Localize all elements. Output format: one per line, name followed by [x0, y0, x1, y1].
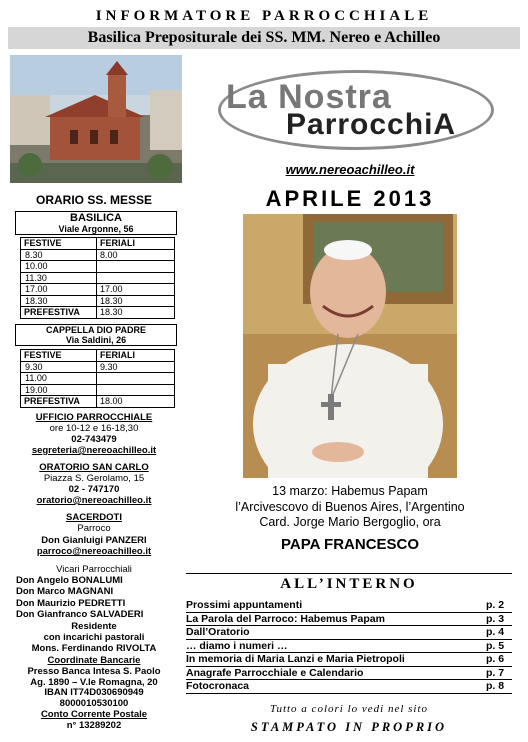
basilica-name: BASILICA — [70, 212, 122, 224]
bank-section — [10, 656, 178, 732]
sacerdoti-title: SACERDOTI — [66, 512, 122, 523]
contents-item — [186, 667, 512, 681]
logo-line-1: La Nostra — [226, 78, 392, 116]
ufficio-hours: ore 10-12 e 16-18,30 — [49, 423, 139, 434]
oratorio-section — [10, 462, 178, 506]
cappella-box — [15, 324, 177, 346]
newsletter-title: INFORMATORE PARROCCHIALE — [95, 8, 433, 24]
printed-note: STAMPATO IN PROPRIO — [250, 720, 448, 734]
festive-time: 8.30 — [21, 249, 97, 261]
pope-name: PAPA FRANCESCO — [280, 536, 420, 553]
oratorio-email[interactable]: oratorio@nereoachilleo.it — [36, 495, 152, 506]
contents-list — [186, 599, 512, 694]
schedule-row — [21, 295, 175, 307]
contents-item — [186, 680, 512, 694]
contents-item — [186, 640, 512, 654]
contents-item-page: p. 5 — [486, 639, 505, 652]
column-header-feriali: FERIALI — [97, 238, 175, 250]
basilica-address: Viale Argonne, 56 — [58, 224, 134, 234]
oratorio-address: Piazza S. Gerolamo, 15 — [43, 473, 145, 484]
festive-time: PREFESTIVA — [21, 396, 97, 408]
caption-line-3: Card. Jorge Mario Bergoglio, ora — [259, 515, 441, 529]
bank-iban: IBAN IT74D030690949 — [44, 687, 144, 699]
cappella-schedule-table — [20, 349, 175, 408]
contents-item — [186, 653, 512, 667]
schedule-header-row — [21, 238, 175, 250]
ufficio-section — [10, 412, 178, 456]
vicari-label: Vicari Parrocchiali — [56, 563, 132, 575]
feriali-time: 18.30 — [97, 307, 175, 319]
contents-item — [186, 613, 512, 627]
contents-item — [186, 626, 512, 640]
contents-item — [186, 599, 512, 613]
contents-item-page: p. 6 — [486, 653, 505, 665]
incarichi-label: con incarichi pastorali — [43, 632, 145, 644]
parroco-name: Don Gianluigi PANZERI — [41, 534, 147, 546]
postal-account-title: Conto Corrente Postale — [40, 708, 148, 720]
contents-item-label: Anagrafe Parrocchiale e Calendario — [186, 666, 364, 679]
feriali-time — [97, 373, 175, 385]
postal-account-number: n° 13289202 — [66, 719, 122, 731]
feriali-time — [97, 384, 175, 396]
schedule-row — [21, 272, 175, 284]
contents-item-label: Dall’Oratorio — [186, 626, 250, 638]
contents-item-label: Fotocronaca — [186, 680, 250, 692]
contents-item-label: La Parola del Parroco: Habemus Papam — [186, 612, 385, 625]
contents-item-page: p. 7 — [486, 666, 505, 679]
contents-item-page: p. 4 — [486, 626, 505, 638]
monsignore-name: Mons. Ferdinando RIVOLTA — [31, 643, 157, 655]
schedule-row — [21, 261, 175, 273]
pope-photo — [243, 214, 457, 478]
column-header-feriali: FERIALI — [97, 350, 175, 362]
festive-time: PREFESTIVA — [21, 307, 97, 319]
ufficio-title: UFFICIO PARROCCHIALE — [35, 412, 153, 423]
schedule-row — [21, 373, 175, 385]
feriali-time — [97, 272, 175, 284]
contents-item-label: In memoria di Maria Lanzi e Maria Pietropoli — [186, 653, 405, 665]
feriali-time: 17.00 — [97, 284, 175, 296]
colors-note: Tutto a colori lo vedi nel sito — [269, 703, 429, 715]
sacerdoti-section — [10, 512, 178, 655]
contents-item-page: p. 8 — [486, 680, 505, 692]
bank-iban-cont: 8000010530100 — [59, 698, 129, 710]
cappella-address: Via Saldini, 26 — [65, 335, 127, 345]
caption-line-1: 13 marzo: Habemus Papam — [272, 484, 428, 498]
column-header-festive: FESTIVE — [21, 350, 97, 362]
contents-item-label: … diamo i numeri … — [186, 639, 288, 652]
feriali-time: 18.00 — [97, 396, 175, 408]
parroco-label: Parroco — [77, 523, 111, 535]
parroco-email[interactable]: parroco@nereoachilleo.it — [36, 546, 152, 558]
contents-item-page: p. 3 — [486, 612, 505, 625]
bank-line: Presso Banca Intesa S. Paolo — [27, 665, 161, 677]
caption-line-2: l’Arcivescovo di Buenos Aires, l’Argentino — [235, 499, 465, 514]
contents-item-page: p. 2 — [486, 599, 505, 611]
issue-date: APRILE 2013 — [265, 186, 435, 211]
festive-time: 19.00 — [21, 384, 97, 396]
oratorio-phone: 02 - 747170 — [68, 484, 120, 495]
mass-schedule-title: ORARIO SS. MESSE — [35, 193, 153, 207]
schedule-row — [21, 307, 175, 319]
contents-item-label: Prossimi appuntamenti — [186, 599, 303, 611]
feriali-time: 18.30 — [97, 295, 175, 307]
schedule-row — [21, 396, 175, 408]
column-header-festive: FESTIVE — [21, 238, 97, 250]
festive-time: 11.00 — [21, 373, 97, 385]
residente-label: Residente — [71, 620, 117, 632]
basilica-box — [15, 211, 177, 235]
festive-time: 11.30 — [21, 272, 97, 284]
ufficio-email[interactable]: segreteria@nereoachilleo.it — [31, 445, 157, 456]
feriali-time: 8.00 — [97, 249, 175, 261]
festive-time: 10.00 — [21, 261, 97, 273]
vicario-name: Don Angelo BONALUMI — [16, 575, 123, 587]
vicario-name: Don Gianfranco SALVADERI — [16, 609, 144, 621]
basilica-schedule-table — [20, 237, 175, 319]
basilica-subtitle: Basilica Prepositurale dei SS. MM. Nereo e Achilleo — [8, 27, 520, 49]
feriali-time: 9.30 — [97, 361, 175, 373]
cappella-name: CAPPELLA DIO PADRE — [45, 325, 146, 335]
schedule-row — [21, 284, 175, 296]
feriali-time — [97, 261, 175, 273]
schedule-row — [21, 361, 175, 373]
vicario-name: Don Maurizio PEDRETTI — [16, 597, 126, 609]
ufficio-phone: 02-743479 — [71, 434, 117, 445]
bank-title: Coordinate Bancarie — [47, 655, 141, 666]
bank-line: Ag. 1890 – V.le Romagna, 20 — [30, 676, 158, 688]
church-photo — [10, 55, 182, 183]
schedule-row — [21, 384, 175, 396]
festive-time: 9.30 — [21, 361, 97, 373]
contents-title: ALL’INTERNO — [186, 573, 512, 593]
website-link[interactable]: www.nereoachilleo.it — [285, 162, 415, 177]
parish-logo — [218, 70, 494, 150]
schedule-row — [21, 249, 175, 261]
vicario-name: Don Marco MAGNANI — [16, 586, 114, 598]
pope-caption — [190, 484, 510, 531]
schedule-header-row — [21, 350, 175, 362]
logo-line-2: ParrocchiA — [286, 108, 457, 141]
oratorio-title: ORATORIO SAN CARLO — [39, 462, 149, 473]
festive-time: 17.00 — [21, 284, 97, 296]
festive-time: 18.30 — [21, 295, 97, 307]
